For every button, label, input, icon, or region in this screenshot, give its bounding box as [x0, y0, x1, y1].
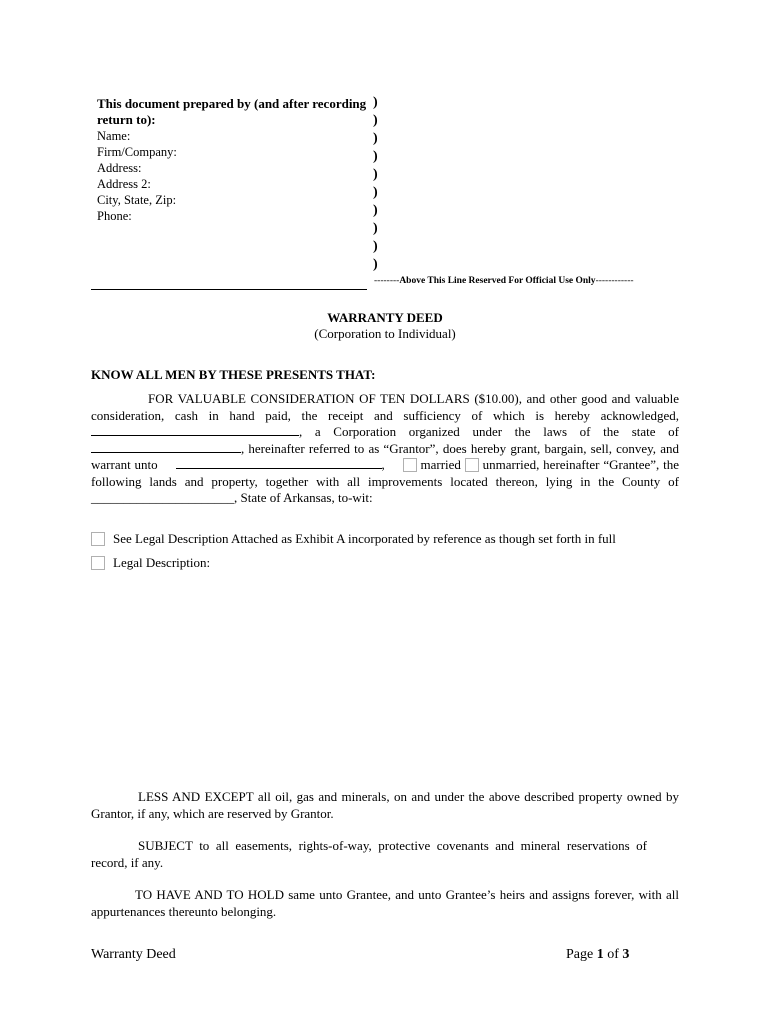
- county-blank[interactable]: ______________________: [91, 490, 234, 505]
- phone-label: Phone:: [97, 209, 132, 223]
- consideration-text-5: “Grantee”, the following lands and property, together with all improvements located thereon, lying in the County of: [91, 457, 679, 489]
- paren: ): [373, 113, 378, 128]
- paren: ): [373, 257, 378, 272]
- reserved-text: Above This Line Reserved For Official Use Only: [399, 276, 596, 286]
- consideration-text-6: , State of Arkansas, to-wit:: [234, 490, 373, 505]
- paren-column: [373, 94, 378, 274]
- married-label: married: [420, 457, 461, 472]
- paren: ): [373, 203, 378, 218]
- consideration-paragraph: [91, 391, 679, 507]
- married-checkbox[interactable]: [403, 458, 417, 472]
- page-of-label: of: [607, 947, 619, 962]
- exhibit-option-label: See Legal Description Attached as Exhibit A incorporated by reference as though set forth in full: [113, 531, 616, 546]
- consideration-text-3: , hereinafter referred to as “Grantor”, does hereby grant, bargain, sell, convey, and warrant unto: [91, 440, 679, 472]
- address-label: Address:: [97, 161, 142, 175]
- paren: ): [373, 221, 378, 236]
- unmarried-checkbox[interactable]: [465, 458, 479, 472]
- page-number: [566, 947, 629, 963]
- footer-document-name: Warranty Deed: [91, 947, 176, 962]
- reserved-line-notice: [374, 276, 634, 286]
- paren: ): [373, 149, 378, 164]
- preparer-heading-cont: return to):: [97, 112, 156, 127]
- exhibit-option: [91, 531, 616, 547]
- preparer-block: [97, 96, 367, 224]
- paren: ): [373, 167, 378, 182]
- city-state-zip-label: City, State, Zip:: [97, 193, 177, 207]
- presents-heading: KNOW ALL MEN BY THESE PRESENTS THAT:: [91, 367, 376, 382]
- name-label: Name:: [97, 129, 131, 143]
- page-total: 3: [622, 947, 630, 962]
- reserved-dashes-left: --------: [374, 276, 400, 286]
- grantor-state-blank[interactable]: [91, 441, 241, 453]
- grantor-name-blank[interactable]: [91, 424, 299, 436]
- paren: ): [373, 95, 378, 110]
- consideration-text-4: ,: [381, 457, 385, 472]
- legal-description-label: Legal Description:: [113, 555, 211, 570]
- page-current: 1: [596, 947, 604, 962]
- reserved-dashes-right: ------------: [595, 276, 634, 286]
- unmarried-label: unmarried, hereinafter: [482, 457, 600, 472]
- subject-paragraph: SUBJECT to all easements, rights-of-way, protective covenants and mineral reservations of record, if any.: [91, 838, 647, 870]
- address2-label: Address 2:: [97, 177, 151, 191]
- exhibit-checkbox[interactable]: [91, 532, 105, 546]
- grantee-name-blank[interactable]: [176, 457, 382, 469]
- document-title: WARRANTY DEED: [327, 310, 443, 325]
- less-except-paragraph: LESS AND EXCEPT all oil, gas and minerals, on and under the above described property owned by Grantor, if any, which are reserved by Grantor.: [91, 789, 679, 821]
- page-label: Page: [566, 947, 594, 962]
- legal-description-option: [91, 555, 210, 571]
- preparer-heading: This document prepared by (and after recording: [97, 96, 367, 111]
- paren: ): [373, 239, 378, 254]
- paren: ): [373, 185, 378, 200]
- firm-label: Firm/Company:: [97, 145, 177, 159]
- consideration-text-1: FOR VALUABLE CONSIDERATION OF TEN DOLLARS ($10.00), and other good and valuable consideration, cash in hand paid, the receipt and sufficiency of which is hereby acknowledged,: [91, 391, 679, 423]
- habendum-paragraph: TO HAVE AND TO HOLD same unto Grantee, and unto Grantee’s heirs and assigns forever, with all appurtenances thereunto belonging.: [91, 887, 679, 919]
- consideration-text-2: , a Corporation organized under the laws of the state of: [299, 424, 679, 439]
- document-subtitle: (Corporation to Individual): [314, 326, 456, 341]
- recording-divider-line: [91, 289, 367, 290]
- legal-description-checkbox[interactable]: [91, 556, 105, 570]
- paren: ): [373, 131, 378, 146]
